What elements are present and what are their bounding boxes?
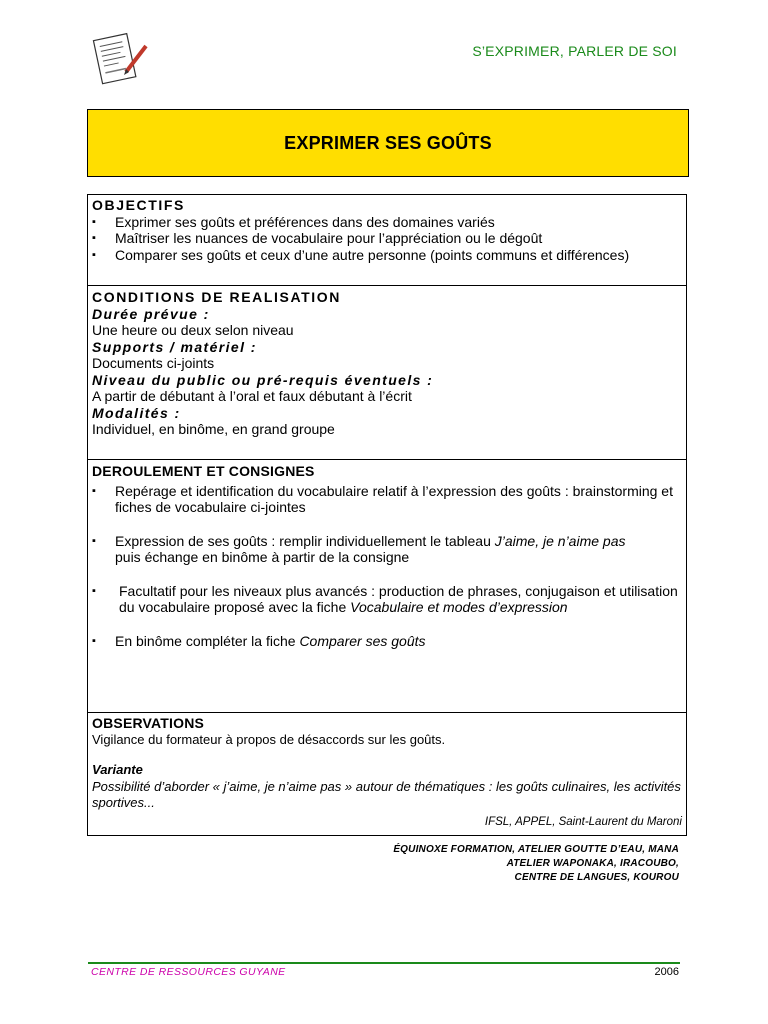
partners-line: ATELIER WAPONAKA, IRACOUBO, [506,858,679,869]
source-credit: IFSL, APPEL, Saint-Laurent du Maroni [484,815,682,828]
niveau-value: A partir de débutant à l’oral et faux débutant à l’écrit [92,388,412,404]
observations-section [88,713,686,835]
conditions-section [88,286,686,460]
partners-line: ÉQUINOXE FORMATION, ATELIER GOUTTE D’EAU, MANA [393,844,679,855]
step-text: En binôme compléter la fiche [115,632,300,649]
observations-text: Vigilance du formateur à propos de désaccords sur les goûts. [92,731,446,747]
step-doc-title: Vocabulaire et modes d’expression [350,599,568,615]
variante-label: Variante [92,762,143,777]
footer-organization: CENTRE DE RESSOURCES GUYANE [91,966,286,978]
partners-credit [393,843,679,885]
observations-heading: OBSERVATIONS [92,715,205,731]
title-banner [87,109,689,177]
step-text: Expression de ses goûts : remplir individuellement le tableau [115,532,495,549]
step-text: puis échange en binôme à partir de la consigne [115,549,410,565]
list-item: ▪ Exprimer ses goûts et préférences dans des domaines variés [92,214,682,231]
notepad-pencil-icon [88,28,152,90]
list-item: ▪ Comparer ses goûts et ceux d’une autre personne (points communs et différences) [92,247,682,264]
lesson-sheet [87,194,687,836]
supports-value: Documents ci-joints [92,355,215,371]
step-item [92,633,682,650]
step-item [92,583,682,616]
step-text: Facultatif pour les niveaux plus avancés : production de phrases, conjugaison et utilisation du vocabulaire proposé avec la fiche [119,582,678,615]
step-doc-title: J’aime, je n’aime pas [494,532,626,549]
modalites-label: Modalités : [92,404,181,421]
deroulement-heading: DEROULEMENT ET CONSIGNES [92,463,315,479]
step-item: ▪ Repérage et identification du vocabulaire relatif à l’expression des goûts : brainstorming et fiches de vocabulaire ci-jointes [92,483,682,516]
step-doc-title: Comparer ses goûts [299,632,426,649]
step-item [92,533,682,566]
footer-year: 2006 [654,966,679,978]
conditions-heading: CONDITIONS DE REALISATION [92,289,341,305]
supports-label: Supports / matériel : [92,338,257,355]
objectifs-heading: OBJECTIFS [92,197,185,213]
modalites-value: Individuel, en binôme, en grand groupe [92,421,335,437]
footer-divider [88,962,680,964]
duree-label: Durée prévue : [92,305,210,322]
objectifs-section [88,195,686,286]
variante-text: Possibilité d’aborder « j’aime, je n’aime pas » autour de thématiques : les goûts culinaires, les activités sportives... [92,778,681,810]
duree-value: Une heure ou deux selon niveau [92,322,294,338]
partners-line: CENTRE DE LANGUES, KOUROU [514,872,679,883]
deroulement-section [88,460,686,713]
objectifs-list [92,214,682,264]
niveau-label: Niveau du public ou pré-requis éventuels : [92,371,434,388]
list-item: ▪ Maîtriser les nuances de vocabulaire pour l’appréciation ou le dégoût [92,230,682,247]
section-label: S’EXPRIMER, PARLER DE SOI [472,43,677,59]
page-title: EXPRIMER SES GOÛTS [284,132,492,153]
